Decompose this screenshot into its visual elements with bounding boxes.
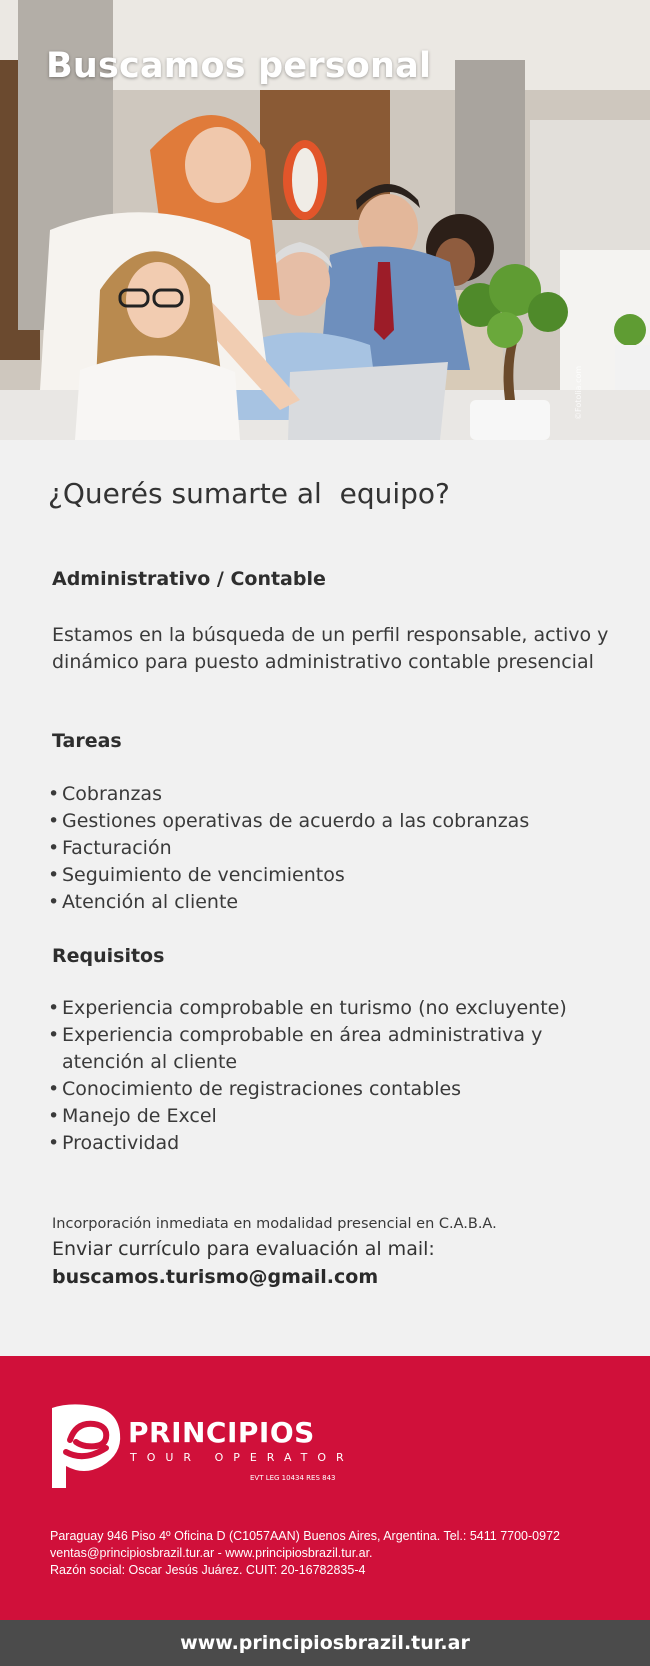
website-bar [0, 1620, 650, 1666]
requirements-list [48, 995, 608, 1157]
list-item: • Experiencia comprobable en turismo (no excluyente) [48, 995, 608, 1022]
job-posting-content [0, 440, 650, 1356]
brand-name: PRINCIPIOS [128, 1416, 315, 1449]
list-item: • Manejo de Excel [48, 1103, 608, 1130]
photo-credit: ©Fotolia.com [574, 365, 583, 420]
list-item: • Conocimiento de registraciones contables [48, 1076, 608, 1103]
position-title: Administrativo / Contable [52, 568, 326, 590]
list-item: • Cobranzas [48, 781, 618, 808]
list-item: • Experiencia comprobable en área administrativa y atención al cliente [48, 1022, 608, 1076]
send-cv-text: Enviar currículo para evaluación al mail: [52, 1238, 435, 1260]
list-item: • Atención al cliente [48, 889, 618, 916]
list-item: • Facturación [48, 835, 618, 862]
tasks-title: Tareas [52, 730, 122, 752]
contact-email[interactable]: buscamos.turismo@gmail.com [52, 1266, 379, 1288]
address-line: ventas@principiosbrazil.tur.ar - www.principiosbrazil.tur.ar. [50, 1546, 373, 1560]
headline: ¿Querés sumarte al equipo? [48, 477, 450, 510]
hero-banner [0, 0, 650, 440]
list-item: • Seguimiento de vencimientos [48, 862, 618, 889]
hero-title: Buscamos personal [46, 46, 432, 86]
brand-subtitle: TOUR OPERATOR [130, 1451, 354, 1464]
address-line: Razón social: Oscar Jesús Juárez. CUIT: 20-16782835-4 [50, 1563, 366, 1577]
brand-legal-number: EVT LEG 10434 RES 843 [250, 1474, 336, 1482]
job-description: Estamos en la búsqueda de un perfil responsable, activo y dinámico para puesto administrativo contable presencial [52, 624, 609, 673]
website-link[interactable]: www.principiosbrazil.tur.ar [180, 1632, 470, 1654]
list-item: • Gestiones operativas de acuerdo a las cobranzas [48, 808, 618, 835]
company-footer [0, 1356, 650, 1620]
incorporation-note: Incorporación inmediata en modalidad presencial en C.A.B.A. [52, 1216, 497, 1232]
address-line: Paraguay 946 Piso 4º Oficina D (C1057AAN) Buenos Aires, Argentina. Tel.: 5411 7700-0972 [50, 1529, 560, 1543]
tasks-list [48, 781, 618, 916]
company-address [50, 1528, 620, 1579]
principios-logo-icon [46, 1400, 122, 1492]
list-item: • Proactividad [48, 1130, 608, 1157]
requirements-title: Requisitos [52, 945, 165, 967]
